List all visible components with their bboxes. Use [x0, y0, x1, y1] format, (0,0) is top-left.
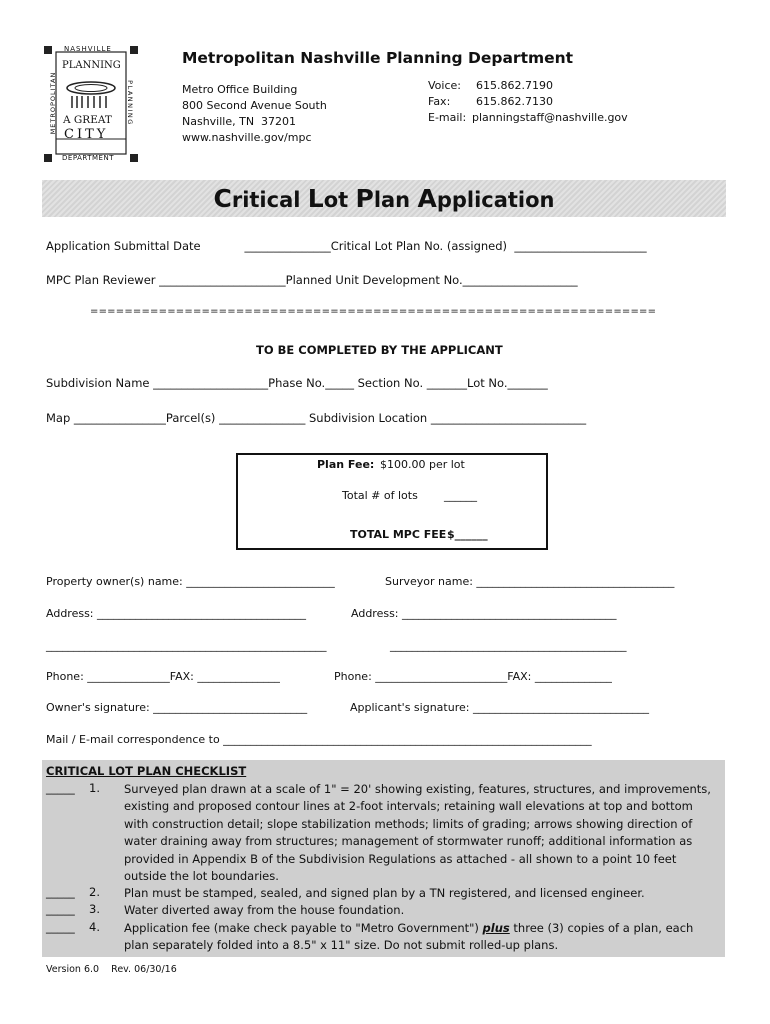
checklist-number-2: 2. [89, 885, 100, 899]
title-cap-3: P [355, 184, 374, 213]
item-4-plus-emphasis: plus [482, 921, 510, 935]
checklist-number-3: 3. [89, 902, 100, 916]
separator-line: ================================================================== [90, 306, 657, 317]
title-cap-4: A [417, 184, 437, 213]
title-cap-2: L [307, 184, 324, 213]
total-lots-label: Total # of lots [342, 489, 418, 502]
checklist-number-1: 1. [89, 781, 100, 795]
plan-fee-label: Plan Fee: [317, 458, 375, 471]
checklist-item-4 [124, 920, 720, 955]
title-rest-4: pplication [436, 188, 555, 212]
logo-planning-text: PLANNING [62, 60, 121, 71]
department-name: Metropolitan Nashville Planning Department [182, 49, 574, 67]
plan-fee-value: $100.00 per lot [380, 458, 465, 471]
item-4-text-a: Application fee (make check payable to "Metro Government") [124, 921, 483, 935]
checklist-number-4: 4. [89, 920, 100, 934]
checklist-blank-3[interactable]: _____ [46, 902, 75, 916]
owner-signature-field[interactable]: Owner's signature: ____________________________ [46, 701, 308, 714]
checklist-item-1: Surveyed plan drawn at a scale of 1" = 20' showing existing, features, structures, and improvements, existing and proposed contour lines at 2-foot intervals; retaining wall elevations at top and bottom with construction detail; slope stabilization methods; limits of grading; arrows showing direction of water draining away from structures; management of stormwater runoff; additional information as provided in Appendix B of the Subdivision Regulations as attached - all shown to a point 10 feet outside the lot boundaries. [124, 782, 711, 884]
owner-phone-fax-field[interactable]: Phone: _______________FAX: _______________ [46, 670, 280, 683]
title-rest-2: ot [323, 188, 356, 212]
checklist-blank-1[interactable]: _____ [46, 781, 75, 795]
surveyor-phone-fax-field[interactable]: Phone: ________________________FAX: ______________ [334, 670, 612, 683]
checklist-item-2: Plan must be stamped, sealed, and signed plan by a TN registered, and licensed engineer. [124, 886, 645, 900]
checklist-item-3: Water diverted away from the house foundation. [124, 903, 405, 917]
surveyor-address-field[interactable]: Address: _______________________________________ [351, 607, 617, 620]
total-fee-label: TOTAL MPC FEE [350, 528, 447, 541]
owner-name-field[interactable]: Property owner(s) name: ___________________________ [46, 575, 335, 588]
total-fee-field[interactable]: $______ [447, 528, 488, 541]
email-address[interactable]: planningstaff@nashville.gov [472, 111, 628, 124]
checklist-title: CRITICAL LOT PLAN CHECKLIST [46, 764, 247, 778]
subdivision-info-field[interactable]: Subdivision Name ____________________Phase No._____ Section No. _______Lot No._______ [46, 376, 548, 390]
logo-bottom-text: DEPARTMENT [62, 154, 114, 162]
applicant-heading: TO BE COMPLETED BY THE APPLICANT [256, 343, 503, 357]
form-title [42, 184, 726, 213]
title-rest-1: ritical [231, 188, 308, 212]
checklist-blank-2[interactable]: _____ [46, 885, 75, 899]
item-4-text-b: three (3) copies of a plan, each plan separately folded into a 8.5" x 11" size. Do not submit rolled-up plans. [124, 921, 694, 953]
address-line-3: Nashville, TN 37201 [182, 115, 297, 128]
address-line-2: 800 Second Avenue South [182, 99, 327, 112]
title-cap-1: C [213, 184, 232, 213]
address-line-1: Metro Office Building [182, 83, 298, 96]
owner-address-line-2[interactable]: ___________________________________________________ [46, 639, 327, 652]
voice-label: Voice: [428, 79, 461, 92]
logo-great-text: A GREAT [63, 114, 112, 126]
email-label: E-mail: [428, 111, 467, 124]
applicant-signature-field[interactable]: Applicant's signature: ________________________________ [350, 701, 649, 714]
website-link[interactable]: www.nashville.gov/mpc [182, 131, 312, 144]
voice-number: 615.862.7190 [476, 79, 553, 92]
plan-reviewer-field[interactable]: MPC Plan Reviewer ______________________Planned Unit Development No.____________________ [46, 273, 578, 287]
surveyor-name-field[interactable]: Surveyor name: ____________________________________ [385, 575, 675, 588]
correspondence-field[interactable]: Mail / E-mail correspondence to ___________________________________________________________________ [46, 733, 592, 746]
submittal-date-field[interactable]: Application Submittal Date _______________Critical Lot Plan No. (assigned) _______________________ [46, 239, 647, 253]
mpc-logo [42, 44, 140, 164]
version-footer [46, 964, 177, 975]
owner-address-field[interactable]: Address: ______________________________________ [46, 607, 307, 620]
title-rest-3: lan [373, 188, 418, 212]
version-text: Version 6.0 [46, 964, 100, 975]
total-lots-field[interactable]: ______ [444, 489, 477, 502]
logo-right-vertical-text: PLANNING [126, 80, 134, 126]
logo-left-vertical-text: METROPOLITAN [49, 71, 57, 135]
logo-top-text: NASHVILLE [64, 45, 112, 53]
fax-number: 615.862.7130 [476, 95, 553, 108]
checklist-blank-4[interactable]: _____ [46, 920, 75, 934]
map-parcel-field[interactable]: Map ________________Parcel(s) _______________ Subdivision Location ___________________________ [46, 411, 587, 425]
fax-label: Fax: [428, 95, 451, 108]
logo-city-text: CITY [64, 127, 109, 142]
title-band [42, 180, 726, 217]
revision-text: Rev. 06/30/16 [111, 964, 177, 975]
surveyor-address-line-2[interactable]: ___________________________________________ [390, 639, 627, 652]
